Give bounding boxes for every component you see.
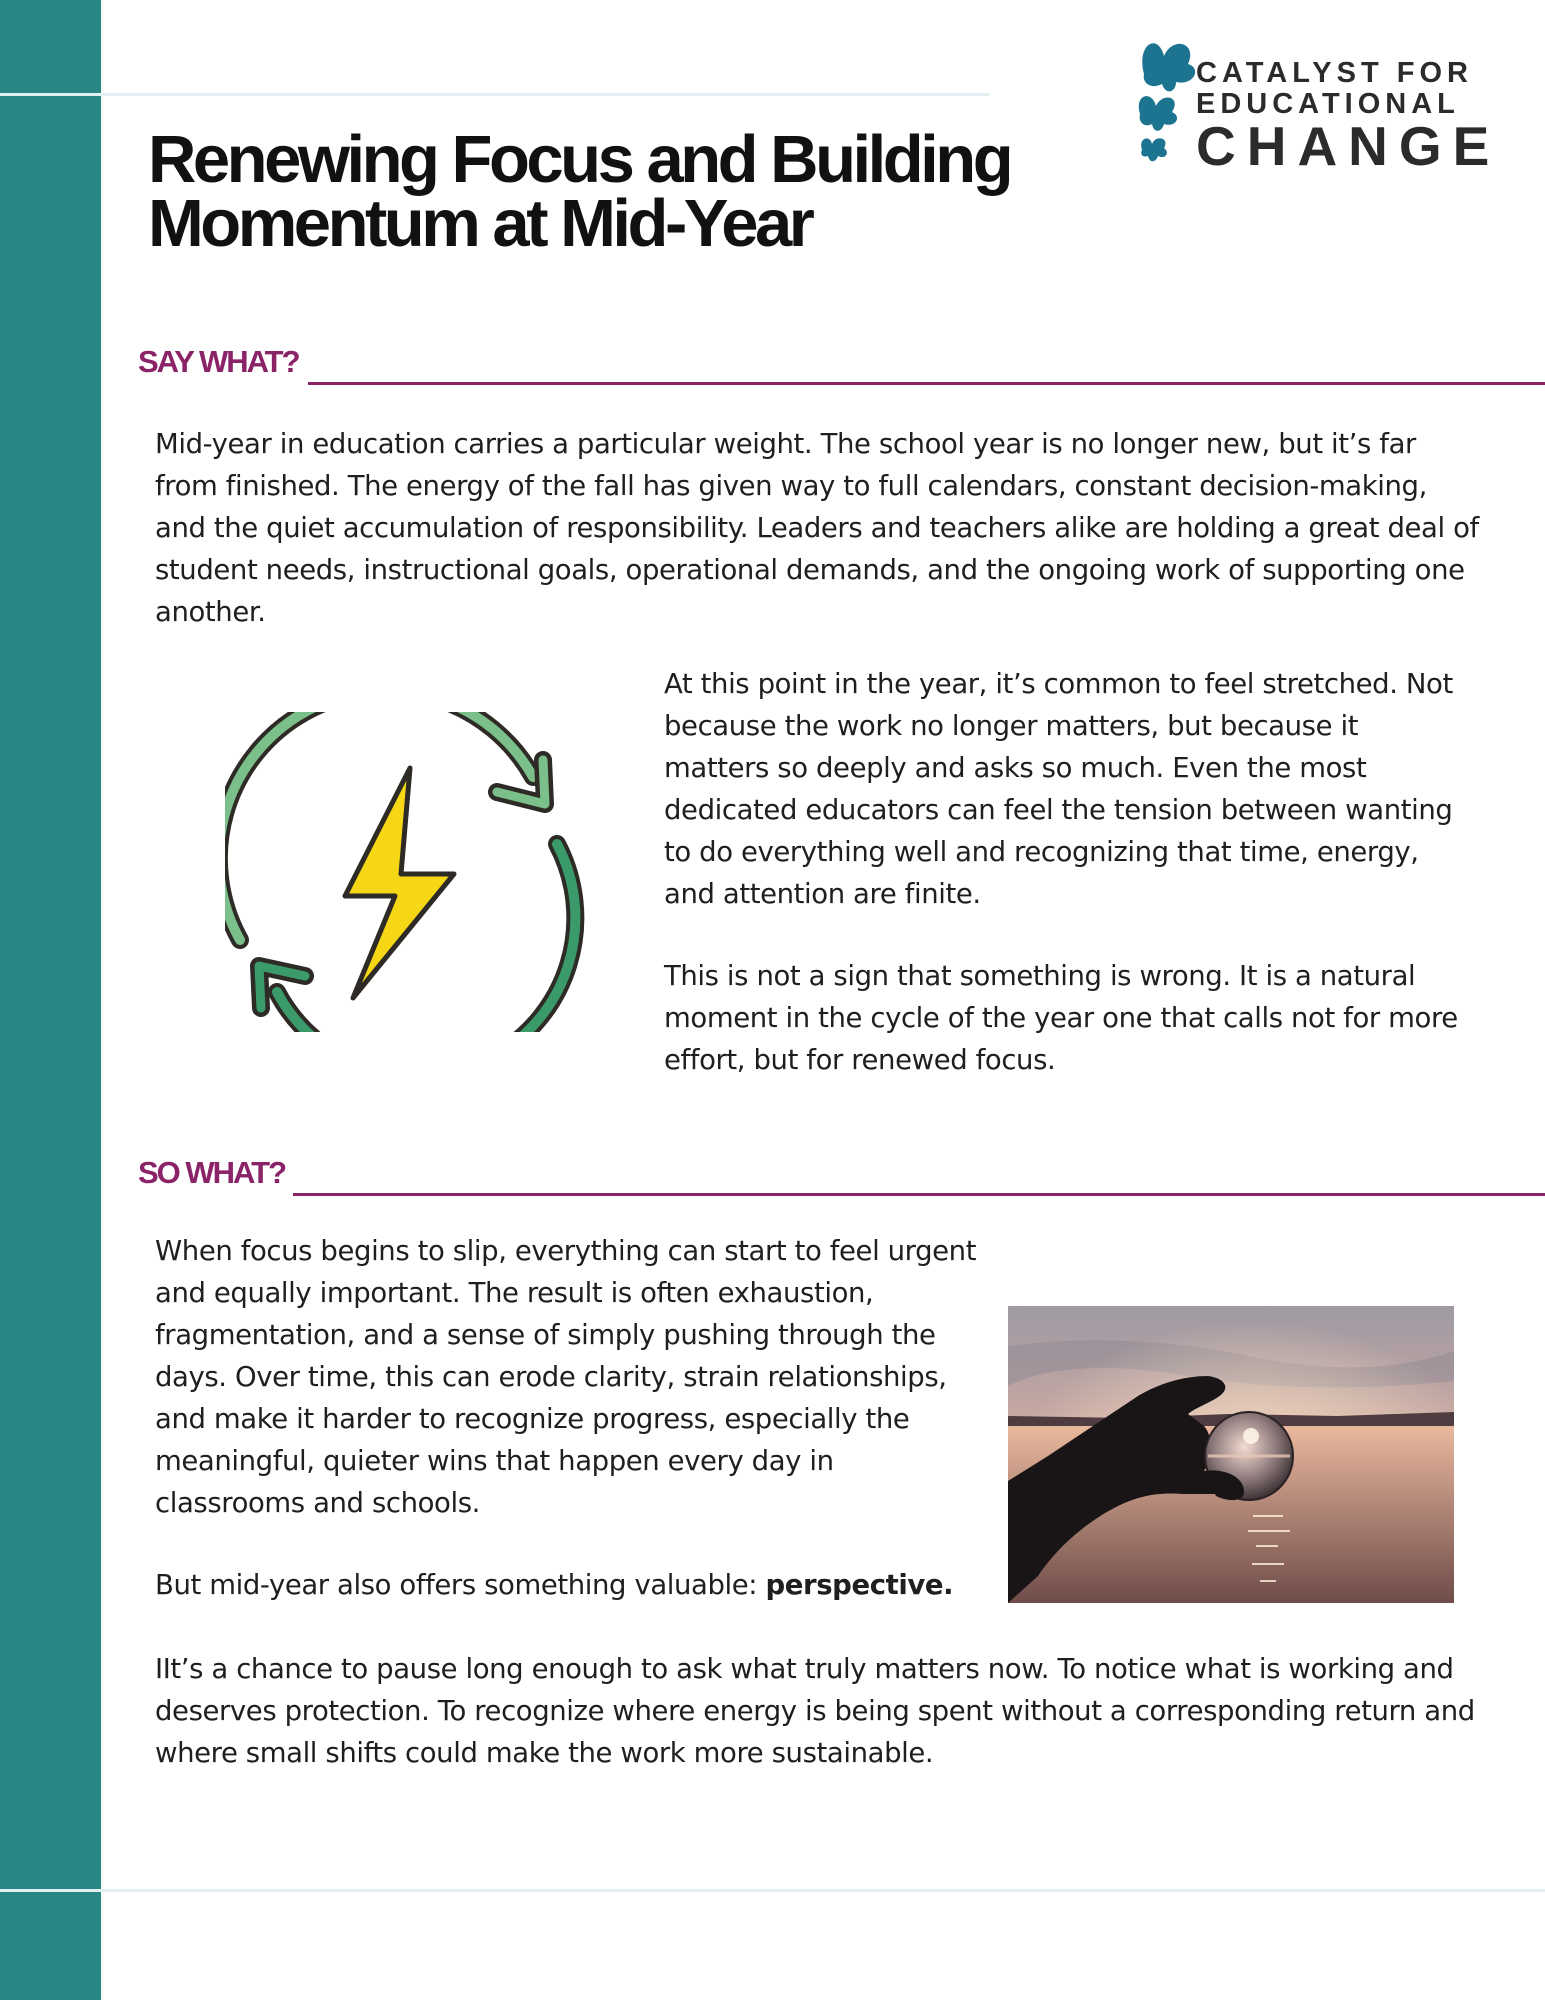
left-sidebar-band (0, 0, 101, 2000)
focus-slip-paragraph: When focus begins to slip, everything can start to feel urgent and equally important. The result is often exhaustion, fragmentation, and a sense of simply pushing through the days. Over time, this can erode clarity, strain relationships, and make it harder to recognize progress, especially the meaningful, quieter wins that happen every day in classrooms and schools. (155, 1235, 977, 1519)
natural-moment-paragraph: This is not a sign that something is wrong. It is a natural moment in the cycle of the year one that calls not for more effort, but for renewed focus. (664, 960, 1458, 1076)
so-what-heading: SO WHAT? (138, 1155, 286, 1190)
energy-cycle-icon (225, 712, 585, 1032)
logo-line-1: CATALYST FOR (1196, 57, 1473, 89)
page-title-line-1: Renewing Focus and Building (148, 122, 1011, 197)
bottom-divider (0, 1889, 1545, 1892)
logo-wordmark (1196, 57, 1501, 177)
top-divider (0, 93, 990, 96)
so-what-rule (293, 1193, 1545, 1196)
page-title-line-2: Momentum at Mid-Year (148, 186, 812, 261)
sunset-glass-ball-photo (1008, 1306, 1454, 1603)
chance-paragraph: IIt’s a chance to pause long enough to ask what truly matters now. To notice what is working and deserves protection. To recognize where energy is being spent without a corresponding return and where small shifts could make the work more sustainable. (155, 1653, 1475, 1769)
logo-line-3: CHANGE (1196, 115, 1501, 177)
stretched-paragraph: At this point in the year, it’s common to feel stretched. Not because the work no longer matters, but because it matters so deeply and asks so much. Even the most dedicated educators can feel the tension between wanting to do everything well and recognizing that time, energy, and attention are finite. (664, 668, 1453, 910)
say-what-intro-paragraph: Mid-year in education carries a particular weight. The school year is no longer new, but it’s far from finished. The energy of the fall has given way to full calendars, constant decision-making, and the quiet accumulation of responsibility. Leaders and teachers alike are holding a great deal of student needs, instructional goals, operational demands, and the ongoing work of supporting one another. (155, 428, 1479, 628)
say-what-rule (308, 382, 1545, 385)
logo-line-2: EDUCATIONAL (1196, 88, 1460, 120)
page-title (148, 122, 1048, 261)
perspective-lead: But mid-year also offers something valuable: (155, 1569, 766, 1601)
say-what-heading: SAY WHAT? (138, 344, 299, 379)
perspective-emphasis: perspective. (765, 1569, 954, 1601)
perspective-paragraph (155, 1564, 1015, 1606)
